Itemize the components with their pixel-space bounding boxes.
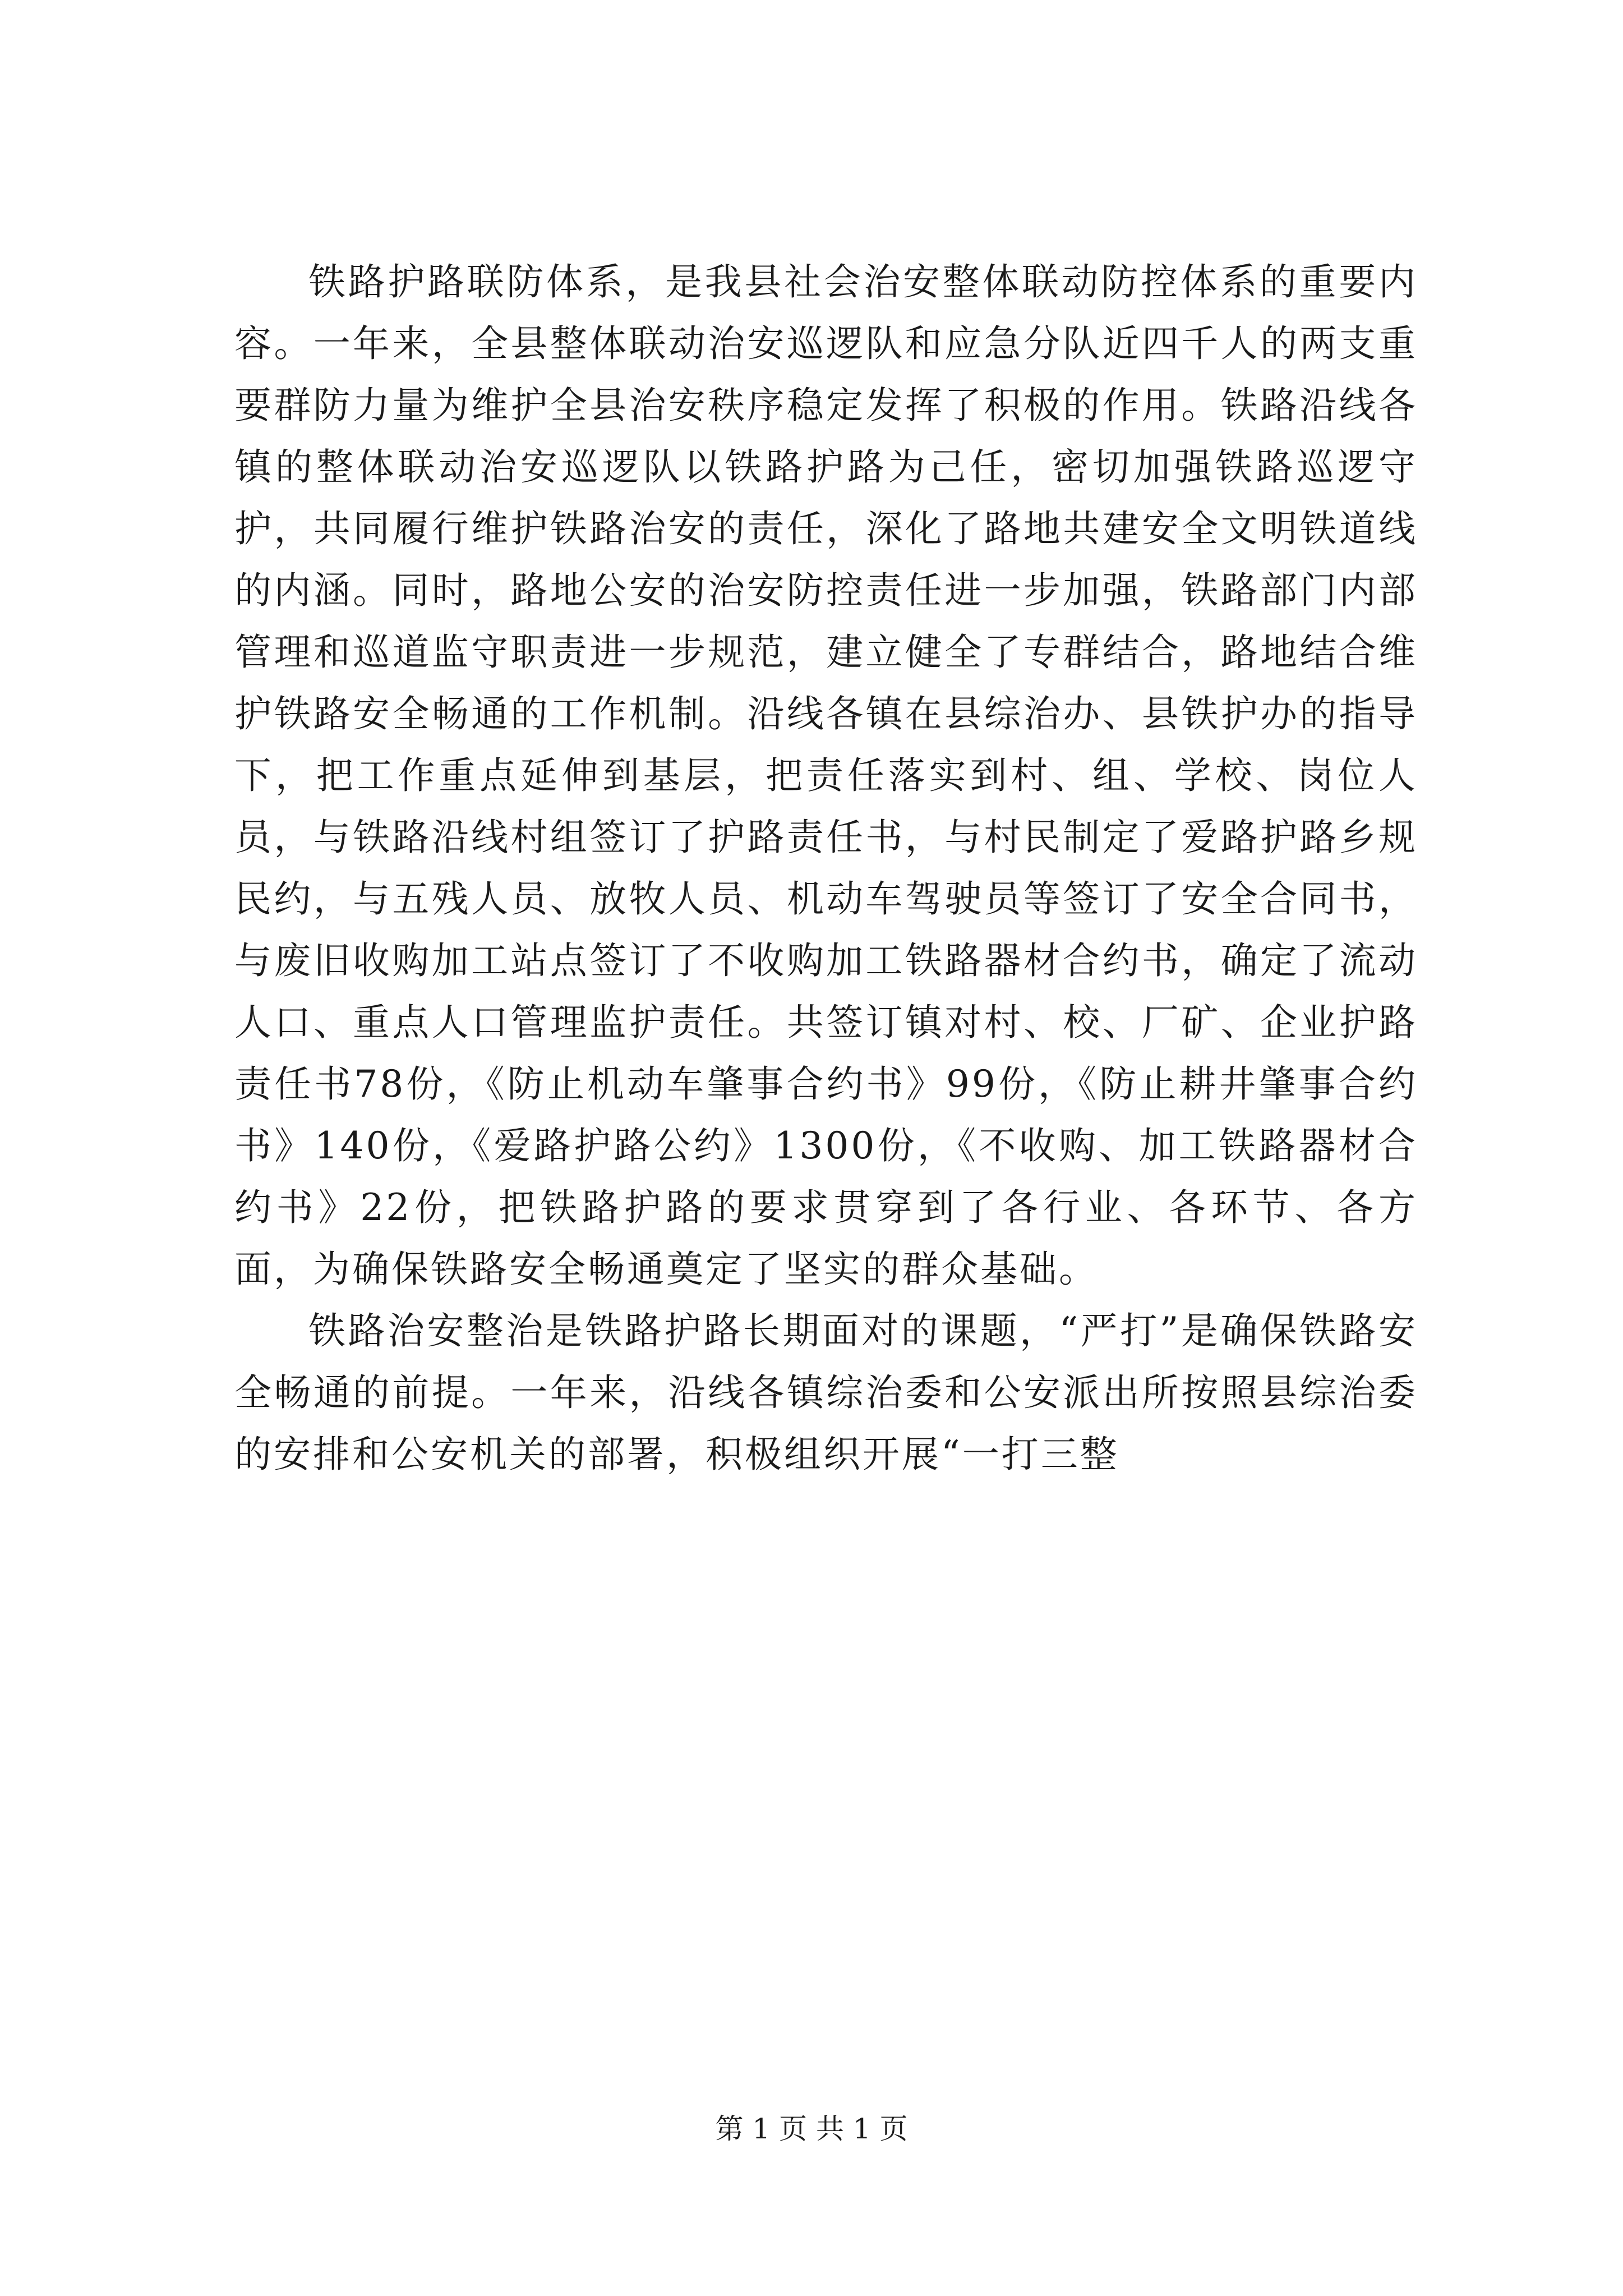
document-body: [234, 251, 1418, 1485]
paragraph-railway-joint-defense: 铁路护路联防体系，是我县社会治安整体联动防控体系的重要内容。一年来，全县整体联动治安巡逻队和应急分队近四千人的两支重要群防力量为维护全县治安秩序稳定发挥了积极的作用。铁路沿线各镇的整体联动治安巡逻队以铁路护路为己任，密切加强铁路巡逻守护，共同履行维护铁路治安的责任，深化了路地共建安全文明铁道线的内涵。同时，路地公安的治安防控责任进一步加强，铁路部门内部管理和巡道监守职责进一步规范，建立健全了专群结合，路地结合维护铁路安全畅通的工作机制。沿线各镇在县综治办、县铁护办的指导下，把工作重点延伸到基层，把责任落实到村、组、学校、岗位人员，与铁路沿线村组签订了护路责任书，与村民制定了爱路护路乡规民约，与五残人员、放牧人员、机动车驾驶员等签订了安全合同书，与废旧收购加工站点签订了不收购加工铁路器材合约书，确定了流动人口、重点人口管理监护责任。共签订镇对村、校、厂矿、企业护路责任书78份，《防止机动车肇事合约书》99份，《防止耕井肇事合约书》140份，《爱路护路公约》1300份，《不收购、加工铁路器材合约书》22份，把铁路护路的要求贯穿到了各行业、各环节、各方面，为确保铁路安全畅通奠定了坚实的群众基础。: [234, 260, 1418, 1291]
paragraph-railway-security-rectification: 铁路治安整治是铁路护路长期面对的课题，“严打”是确保铁路安全畅通的前提。一年来，沿线各镇综治委和公安派出所按照县综治委的安排和公安机关的部署，积极组织开展“一打三整: [234, 1309, 1418, 1476]
page-footer: 第 1 页 共 1 页: [715, 2113, 908, 2145]
